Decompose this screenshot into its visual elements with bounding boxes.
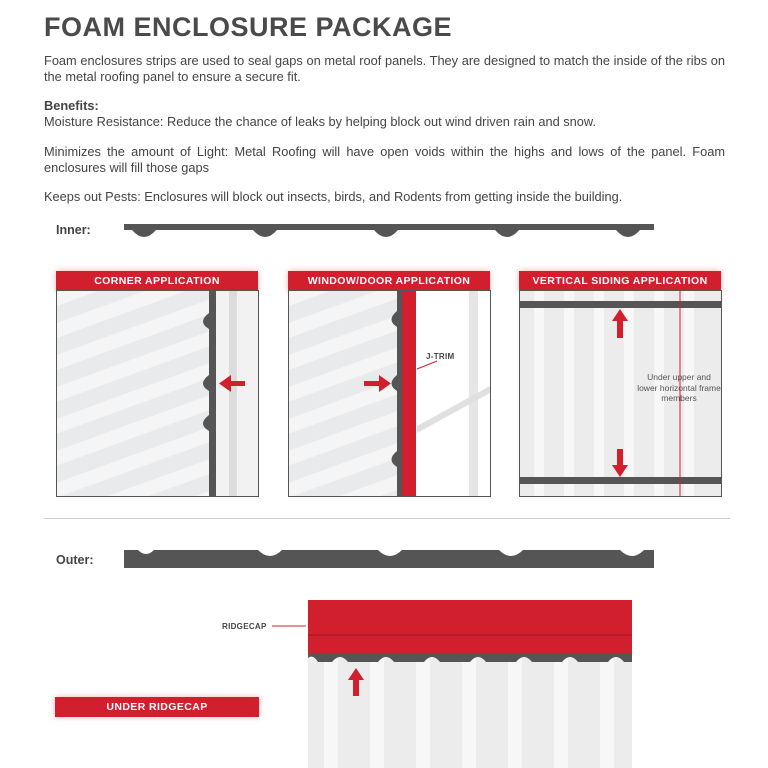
vertical-siding-application-banner: VERTICAL SIDING APPLICATION bbox=[519, 271, 721, 291]
window-door-application-banner: WINDOW/DOOR APPLICATION bbox=[288, 271, 490, 291]
under-ridgecap-banner: UNDER RIDGECAP bbox=[55, 697, 259, 717]
j-trim-label: J-TRIM bbox=[426, 352, 455, 361]
intro-paragraph: Foam enclosures strips are used to seal gaps on metal roof panels. They are designed to match the inside of the ribs on the metal roofing panel to ensure a secure fit. bbox=[44, 53, 725, 84]
corner-application-banner: CORNER APPLICATION bbox=[56, 271, 258, 291]
benefit-pests: Keeps out Pests: Enclosures will block out insects, birds, and Rodents from getting inside the building. bbox=[44, 189, 623, 204]
inner-label: Inner: bbox=[56, 223, 91, 237]
benefits-heading: Benefits: bbox=[44, 98, 99, 113]
benefit-light: Minimizes the amount of Light: Metal Roofing will have open voids within the highs and lows of the panel. Foam enclosures will fill those gaps bbox=[44, 144, 725, 175]
page-title: FOAM ENCLOSURE PACKAGE bbox=[44, 12, 453, 42]
ridgecap-shape bbox=[308, 600, 632, 654]
inner-foam-strip bbox=[124, 224, 654, 244]
outer-label: Outer: bbox=[56, 553, 94, 567]
window-door-illustration bbox=[289, 291, 490, 496]
vertical-siding-note: Under upper and lower horizontal frame members bbox=[637, 372, 721, 403]
window-door-application-diagram bbox=[288, 290, 491, 497]
corner-application-diagram bbox=[56, 290, 259, 497]
outer-foam-strip bbox=[124, 548, 654, 568]
ridgecap-label: RIDGECAP bbox=[222, 622, 267, 631]
section-divider bbox=[44, 518, 730, 519]
corner-illustration bbox=[57, 291, 258, 496]
benefit-moisture: Moisture Resistance: Reduce the chance of leaks by helping block out wind driven rain and snow. bbox=[44, 114, 597, 129]
ridgecap-illustration bbox=[272, 598, 636, 768]
